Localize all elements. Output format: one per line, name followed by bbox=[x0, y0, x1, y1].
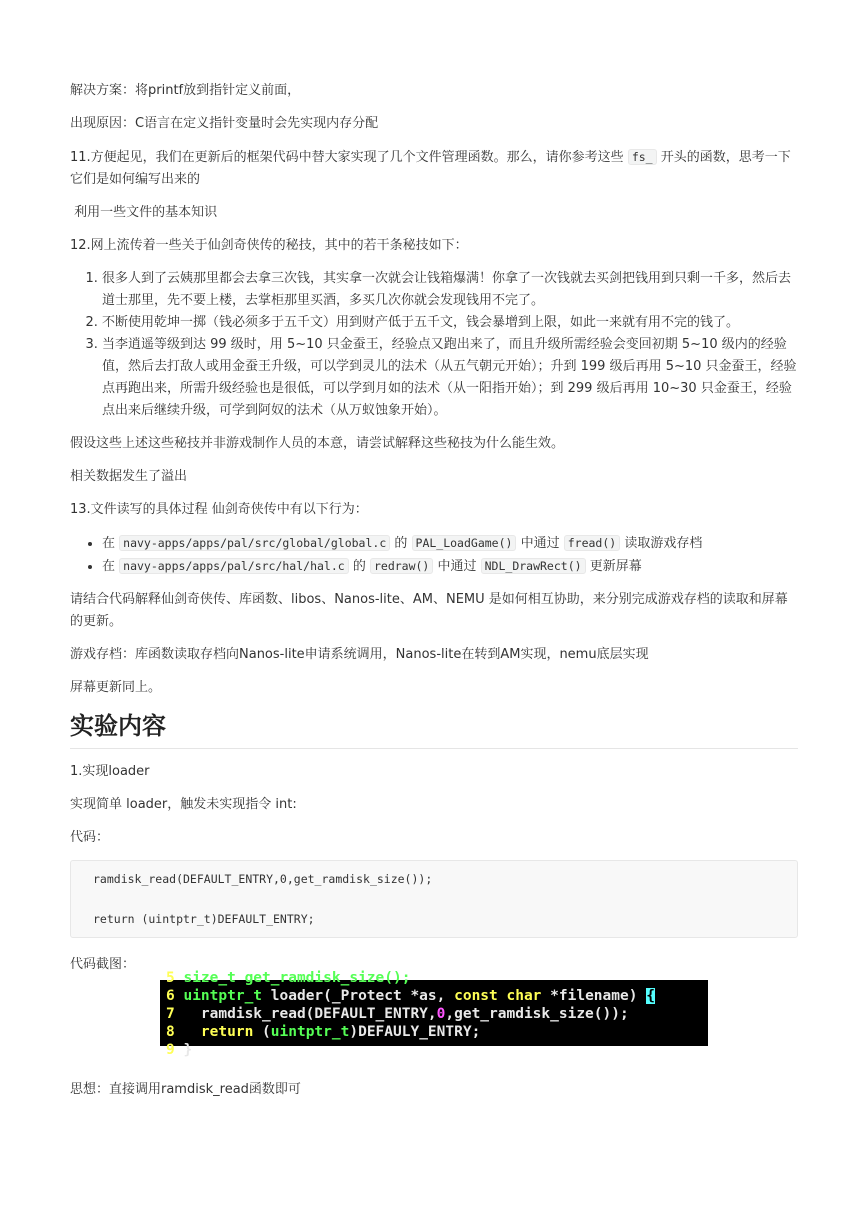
cause-paragraph: 出现原因：C语言在定义指针变量时会先实现内存分配 bbox=[70, 116, 379, 131]
code-screenshot bbox=[160, 970, 708, 1058]
code-block bbox=[70, 860, 798, 938]
idea-paragraph: 思想：直接调用ramdisk_read函数即可 bbox=[70, 1082, 301, 1097]
inline-code-function: fread() bbox=[564, 535, 620, 551]
inline-code-function: redraw() bbox=[370, 558, 433, 574]
document-page bbox=[70, 80, 798, 1112]
code-line bbox=[93, 889, 775, 909]
question-11: 11.方便起见，我们在更新后的框架代码中替大家实现了几个文件管理函数。那么，请你参考这些 fs_ 开头的函数，思考一下它们是如何编写出来的 bbox=[70, 150, 791, 187]
step-title: 1.实现loader bbox=[70, 764, 150, 779]
answer-13-screen: 屏幕更新同上。 bbox=[70, 680, 162, 695]
list-item: 3. 当李逍遥等级到达 99 级时，用 5~10 只金蚕王，经验点又跑出来了，而且升级所需经验会变回初期 5~10 级内的经验值，然后去打敌人或用金蚕王升级，可以学到灵儿的法术（从五气朝元开始）；升到 199 级后再用 5~10 只金蚕王，经验点再跑出来，所需升级经验也是很低，可以学到月如的法术（从一阳指开始）；到 299 级后再用 10~30 只金蚕王，经验点出来后继续升级，可学到阿奴的法术（从万蚁蚀象开始）。 bbox=[102, 334, 798, 422]
screenshot-line: 5 size_t get_ramdisk_size(); bbox=[166, 970, 411, 986]
inline-code-fs: fs_ bbox=[628, 149, 657, 165]
inline-code-path: navy-apps/apps/pal/src/global/global.c bbox=[119, 535, 390, 551]
section-heading: 实验内容 bbox=[70, 710, 798, 749]
list-item: 1. 很多人到了云姨那里都会去拿三次钱，其实拿一次就会让钱箱爆满！你拿了一次钱就去买剑把钱用到只剩一千多，然后去道士那里，先不要上楼，去掌柜那里买酒，多买几次你就会发现钱用不完了。 bbox=[102, 268, 798, 312]
question-13: 13.文件读写的具体过程 仙剑奇侠传中有以下行为： bbox=[70, 502, 368, 517]
answer-13-save: 游戏存档：库函数读取存档向Nanos-lite申请系统调用，Nanos-lite在转到AM实现，nemu底层实现 bbox=[70, 647, 649, 662]
step-description: 实现简单 loader，触发未实现指令 int: bbox=[70, 797, 297, 812]
code-screenshot-wrap bbox=[70, 970, 798, 1073]
code-line: return (uintptr_t)DEFAULT_ENTRY; bbox=[93, 912, 315, 926]
inline-code-function: PAL_LoadGame() bbox=[412, 535, 517, 551]
answer-12: 相关数据发生了溢出 bbox=[70, 469, 188, 484]
screenshot-line: 7 ramdisk_read(DEFAULT_ENTRY,0,get_ramdisk_size()); bbox=[166, 1006, 629, 1022]
behavior-list bbox=[70, 532, 798, 578]
cheat-list bbox=[70, 268, 798, 422]
code-line: ramdisk_read(DEFAULT_ENTRY,0,get_ramdisk_size()); bbox=[93, 872, 433, 886]
question-12-followup: 假设这些上述这些秘技并非游戏制作人员的本意，请尝试解释这些秘技为什么能生效。 bbox=[70, 436, 565, 451]
solution-paragraph: 解决方案：将printf放到指针定义前面， bbox=[70, 83, 301, 98]
question-13-followup: 请结合代码解释仙剑奇侠传、库函数、libos、Nanos-lite、AM、NEMU 是如何相互协助，来分别完成游戏存档的读取和屏幕的更新。 bbox=[70, 592, 788, 629]
screenshot-line: 6 uintptr_t loader(_Protect *as, const char *filename) { bbox=[166, 988, 655, 1004]
question-12: 12.网上流传着一些关于仙剑奇侠传的秘技，其中的若干条秘技如下： bbox=[70, 238, 468, 253]
code-label: 代码： bbox=[70, 830, 110, 845]
screenshot-label: 代码截图： bbox=[70, 957, 136, 972]
answer-11: 利用一些文件的基本知识 bbox=[70, 205, 218, 220]
list-item: 2. 不断使用乾坤一掷（钱必须多于五千文）用到财产低于五千文，钱会暴增到上限，如此一来就有用不完的钱了。 bbox=[102, 312, 798, 334]
list-item: • 在 navy-apps/apps/pal/src/hal/hal.c 的 redraw() 中通过 NDL_DrawRect() 更新屏幕 bbox=[102, 555, 798, 578]
list-item: • 在 navy-apps/apps/pal/src/global/global.c 的 PAL_LoadGame() 中通过 fread() 读取游戏存档 bbox=[102, 532, 798, 555]
inline-code-path: navy-apps/apps/pal/src/hal/hal.c bbox=[119, 558, 349, 574]
inline-code-function: NDL_DrawRect() bbox=[481, 558, 586, 574]
screenshot-line: 9 } bbox=[166, 1042, 193, 1058]
screenshot-line: 8 return (uintptr_t)DEFAULY_ENTRY; bbox=[166, 1024, 481, 1040]
